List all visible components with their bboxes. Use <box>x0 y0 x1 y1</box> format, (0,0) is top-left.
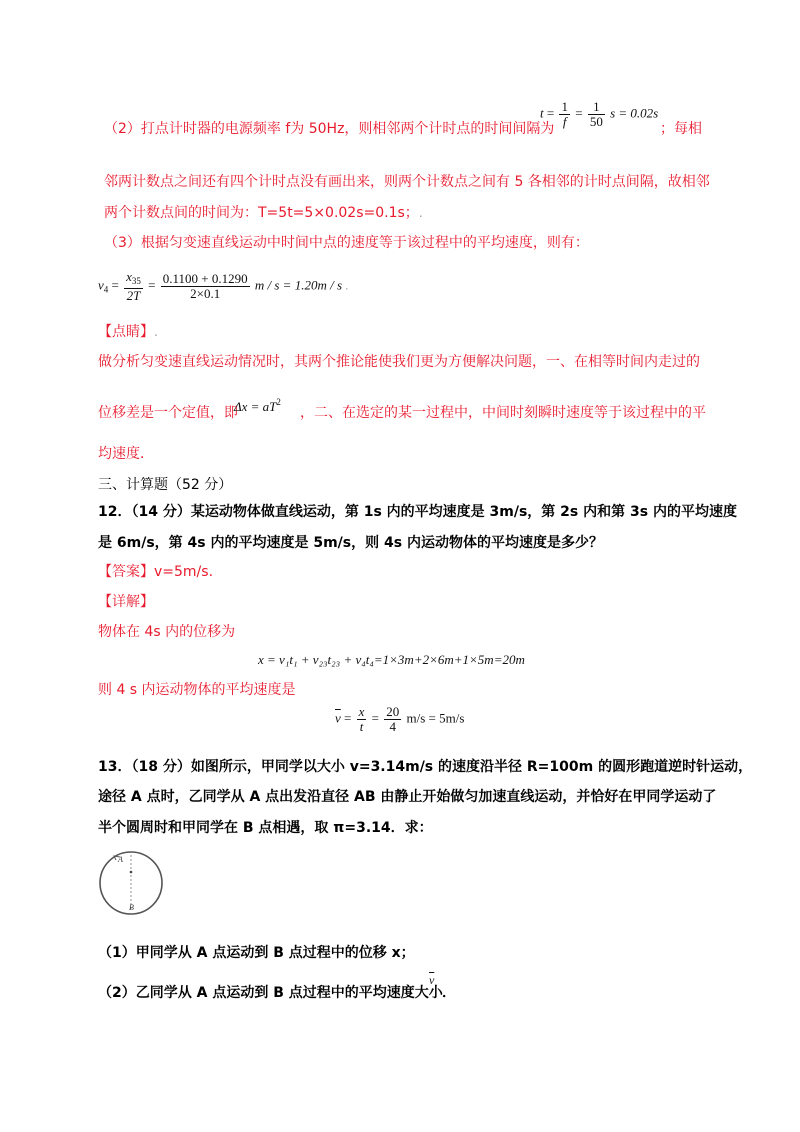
f-frac2-den: 50 <box>589 114 603 129</box>
sec2-line2: 邻两计数点之间还有四个计时点没有画出来，则两个计数点之间有 5 各相邻的计时点间隔，故相邻 <box>104 174 710 190</box>
f-frac1-den: f <box>562 114 567 129</box>
v4-eq2: = <box>148 277 156 293</box>
num-frac-den: 2×0.1 <box>190 286 221 301</box>
v4-eq: = <box>111 277 119 293</box>
num-frac-num: 0.1100 + 0.1290 <box>162 271 248 286</box>
f-eq2: = <box>575 105 583 121</box>
sec2-formula <box>540 100 658 129</box>
x35-x: x <box>126 269 132 284</box>
q13-sub2 <box>98 983 443 1003</box>
dianjing-line2b: ，二、在选定的某一过程中，中间时刻瞬时速度等于该过程中的平 <box>300 405 706 421</box>
f2-v: $\overline{v}$ <box>335 710 341 726</box>
center-point <box>130 871 133 874</box>
sec2-dot: . <box>418 206 423 220</box>
section-three-heading: 三、计算题（52 分） <box>98 477 233 493</box>
num-frac <box>161 272 250 301</box>
q12-line1: 12．（14 分）某运动物体做直线运动，第 1s 内的平均速度是 3m/s，第 2s 内和第 3s 内的平均速度 <box>98 504 737 520</box>
dianjing-formula <box>234 392 281 417</box>
f2-frac1 <box>357 705 367 734</box>
q12-answer <box>98 562 213 582</box>
dianjing-formula-sup: 2 <box>276 397 281 407</box>
sec2-line1 <box>104 119 554 139</box>
f-result: = 0.02s <box>618 105 659 121</box>
sec3-line1: （3）根据匀变速直线运动中时间中点的速度等于该过程中的平均速度，则有： <box>104 235 589 251</box>
circle-track-diagram <box>94 850 174 920</box>
f-frac2-num: 1 <box>588 100 605 115</box>
x35-frac <box>124 270 143 303</box>
sec2-line3 <box>104 203 423 223</box>
q13-line2: 途径 A 点时，乙同学从 A 点出发沿直径 AB 由静止开始做匀加速直线运动，并恰好在甲同学运动了 <box>98 789 717 805</box>
sec2-line1-end: ；每相 <box>660 121 702 137</box>
f2-eq2: = <box>371 710 379 726</box>
dianjing-line3: 均速度． <box>98 446 154 462</box>
q12-formula2 <box>335 705 464 734</box>
q13-sub2-v: $\overline{v}$ <box>429 973 435 987</box>
f-t: t <box>540 105 544 121</box>
q13-sub2-end: ． <box>442 985 456 1001</box>
v4-end: . <box>345 278 349 293</box>
f2-frac2-den: 4 <box>389 719 396 734</box>
v4-result: m / s = 1.20m / s <box>254 277 342 293</box>
label-b: B <box>129 903 134 912</box>
sec2-line3-text: 两个计数点间的时间为：T=5t=5×0.02s=0.1s； <box>104 205 419 221</box>
sec2-line1-text: （2）打点计时器的电源频率 f为 50Hz，则相邻两个计时点的时间间隔为 <box>104 121 555 137</box>
q13-line1: 13．（18 分）如图所示，甲同学以大小 v=3.14m/s 的速度沿半径 R=100m 的圆形跑道逆时针运动， <box>98 759 753 775</box>
f2-result: m/s = 5m/s <box>406 710 465 726</box>
q12-answer-label: 【答案】 <box>98 564 154 580</box>
f2-frac1-den: t <box>359 719 364 734</box>
f2-frac2-num: 20 <box>386 704 400 719</box>
q12-formula1: x = v₁t₁ + v₂₃t₂₃ + v₄t₄=1×3m+2×6m+1×5m=20m <box>258 652 525 667</box>
f2-eq: = <box>344 710 352 726</box>
sec3-formula <box>98 270 348 303</box>
q12-line2: 是 6m/s，第 4s 内的平均速度是 5m/s，则 4s 内运动物体的平均速度是多少？ <box>98 535 603 551</box>
v4-sub: 4 <box>103 284 109 295</box>
f-frac1 <box>559 100 570 129</box>
dianjing-label <box>98 322 158 342</box>
dianjing-label-text: 【点睛】 <box>98 324 154 340</box>
f-frac2 <box>588 100 605 129</box>
q13-sub1: （1）甲同学从 A 点运动到 B 点过程中的位移 x； <box>98 945 415 961</box>
dianjing-formula-text: Δx = aT <box>234 399 277 414</box>
f-s: s <box>610 105 616 121</box>
q12-avg-line: 则 4 s 内运动物体的平均速度是 <box>98 682 296 698</box>
f2-frac1-num: x <box>358 704 365 719</box>
q12-detail-label: 【详解】 <box>98 594 154 610</box>
f-eq: = <box>546 105 555 121</box>
dianjing-line2a: 位移差是一个定值，即 <box>98 405 238 421</box>
label-a: A <box>118 855 123 864</box>
q12-answer-value: v=5m/s. <box>154 564 214 580</box>
x35-sub: 35 <box>131 276 141 286</box>
dianjing-line1: 做分析匀变速直线运动情况时，其两个推论能使我们更为方便解决问题，一、在相等时间内走过的 <box>98 354 700 370</box>
v4-v: v <box>98 277 104 293</box>
f2-frac2 <box>384 705 401 734</box>
q13-line3: 半个圆周时和甲同学在 B 点相遇，取 π=3.14．求： <box>98 820 433 836</box>
q13-sub2-text: （2）乙同学从 A 点运动到 B 点过程中的平均速度大小 <box>98 985 443 1001</box>
x35-num <box>124 270 143 289</box>
f-frac1-num: 1 <box>561 99 568 114</box>
x35-den: 2T <box>126 288 141 303</box>
q12-disp-line: 物体在 4s 内的位移为 <box>98 624 236 640</box>
dianjing-dot: . <box>154 325 158 339</box>
